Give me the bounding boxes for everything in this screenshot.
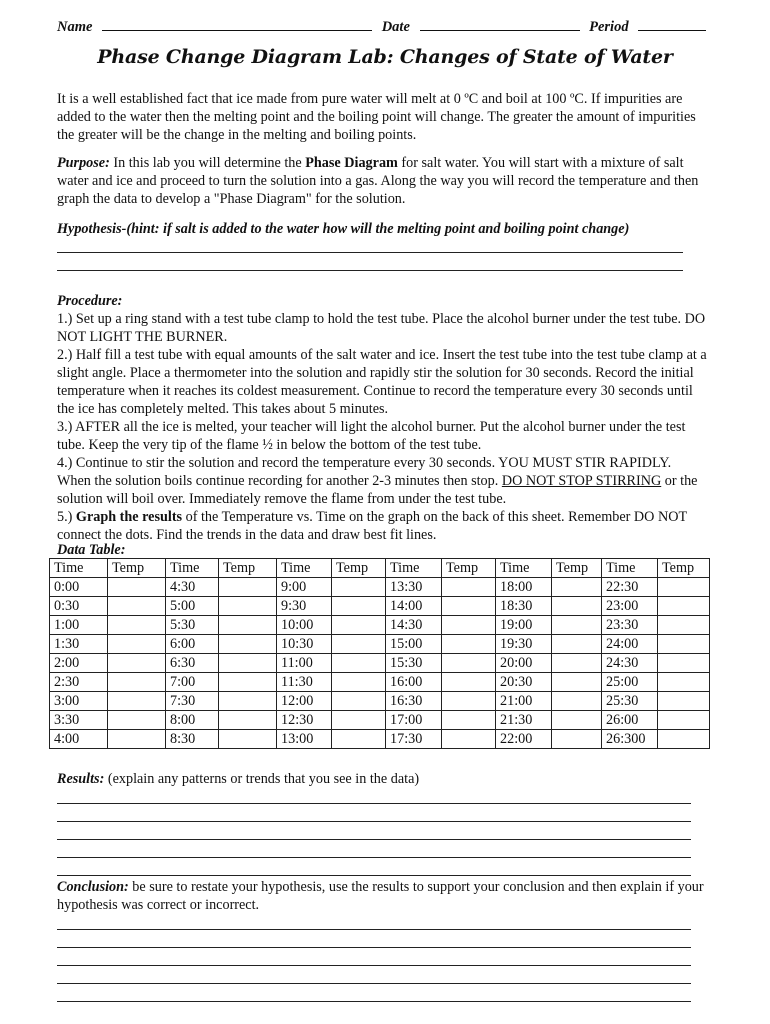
time-cell: 20:00 [496, 654, 552, 673]
time-cell: 26:300 [602, 730, 658, 749]
name-label: Name [57, 19, 93, 35]
time-cell: 13:30 [386, 578, 442, 597]
temp-cell[interactable] [552, 673, 602, 692]
temp-cell[interactable] [658, 711, 710, 730]
temp-column-header: Temp [219, 559, 277, 578]
time-cell: 11:30 [277, 673, 332, 692]
conclusion-section [57, 878, 707, 914]
time-cell: 1:00 [50, 616, 108, 635]
temp-cell[interactable] [658, 578, 710, 597]
temp-cell[interactable] [219, 654, 277, 673]
step-4-underlined: DO NOT STOP STIRRING [501, 473, 662, 489]
time-column-header: Time [277, 559, 332, 578]
table-row [50, 597, 710, 616]
temp-cell[interactable] [332, 654, 386, 673]
period-label: Period [589, 19, 629, 35]
data-table-label: Data Table: [57, 542, 126, 558]
temp-cell[interactable] [108, 730, 166, 749]
temp-cell[interactable] [108, 597, 166, 616]
time-cell: 23:30 [602, 616, 658, 635]
table-row [50, 692, 710, 711]
procedure-step-4 [57, 454, 707, 508]
purpose-text-before: In this lab you will determine the [109, 155, 306, 171]
time-cell: 17:30 [386, 730, 442, 749]
time-cell: 21:00 [496, 692, 552, 711]
table-row [50, 635, 710, 654]
temp-cell[interactable] [108, 635, 166, 654]
temp-cell[interactable] [219, 711, 277, 730]
temp-cell[interactable] [552, 654, 602, 673]
time-cell: 8:00 [166, 711, 219, 730]
temp-cell[interactable] [442, 692, 496, 711]
time-cell: 16:30 [386, 692, 442, 711]
time-cell: 12:30 [277, 711, 332, 730]
time-cell: 26:00 [602, 711, 658, 730]
temp-cell[interactable] [658, 616, 710, 635]
time-cell: 6:00 [166, 635, 219, 654]
period-blank[interactable] [638, 17, 706, 31]
temp-cell[interactable] [219, 692, 277, 711]
temp-cell[interactable] [219, 597, 277, 616]
results-line-2[interactable] [57, 821, 691, 822]
time-cell: 3:00 [50, 692, 108, 711]
temp-cell[interactable] [332, 692, 386, 711]
data-table [49, 558, 710, 749]
temp-column-header: Temp [442, 559, 496, 578]
temp-cell[interactable] [442, 673, 496, 692]
time-cell: 23:00 [602, 597, 658, 616]
procedure-label: Procedure: [57, 293, 123, 309]
temp-cell[interactable] [552, 597, 602, 616]
temp-cell[interactable] [658, 692, 710, 711]
purpose-label: Purpose: [57, 155, 110, 171]
time-cell: 5:00 [166, 597, 219, 616]
temp-cell[interactable] [658, 654, 710, 673]
temp-cell[interactable] [552, 692, 602, 711]
time-cell: 7:30 [166, 692, 219, 711]
temp-cell[interactable] [108, 578, 166, 597]
time-cell: 15:00 [386, 635, 442, 654]
time-cell: 14:00 [386, 597, 442, 616]
table-row [50, 711, 710, 730]
procedure-step-3: 3.) AFTER all the ice is melted, your teacher will light the alcohol burner. Put the alcohol burner under the test tube. Keep the very tip of the flame ½ in below the bottom of the test tube. [57, 419, 686, 453]
time-cell: 25:00 [602, 673, 658, 692]
table-row [50, 673, 710, 692]
temp-cell[interactable] [442, 635, 496, 654]
date-blank[interactable] [420, 17, 580, 31]
conclusion-line-3[interactable] [57, 965, 691, 966]
results-label: Results: [57, 771, 105, 787]
conclusion-label: Conclusion: [57, 879, 129, 895]
table-row [50, 578, 710, 597]
temp-cell[interactable] [442, 654, 496, 673]
time-cell: 9:00 [277, 578, 332, 597]
temp-cell[interactable] [332, 597, 386, 616]
temp-cell[interactable] [332, 673, 386, 692]
temp-cell[interactable] [658, 597, 710, 616]
purpose-bold-term: Phase Diagram [305, 155, 398, 171]
temp-column-header: Temp [552, 559, 602, 578]
conclusion-line-5[interactable] [57, 1001, 691, 1002]
time-column-header: Time [496, 559, 552, 578]
temp-cell[interactable] [552, 711, 602, 730]
time-cell: 9:30 [277, 597, 332, 616]
time-cell: 13:00 [277, 730, 332, 749]
time-cell: 8:30 [166, 730, 219, 749]
time-cell: 17:00 [386, 711, 442, 730]
time-cell: 18:00 [496, 578, 552, 597]
step-4-text-a: 4.) Continue to stir the solution and record the temperature every 30 seconds. YOU MUST STIR RAPIDLY. When the solution boils continue recording for another 2-3 minutes then stop. [57, 455, 672, 489]
time-cell: 25:30 [602, 692, 658, 711]
temp-cell[interactable] [332, 635, 386, 654]
temp-cell[interactable] [219, 730, 277, 749]
results-section [57, 770, 707, 788]
time-cell: 4:30 [166, 578, 219, 597]
page-title: Phase Change Diagram Lab: Changes of State of Water [97, 46, 673, 68]
temp-cell[interactable] [658, 635, 710, 654]
temp-column-header: Temp [332, 559, 386, 578]
temp-cell[interactable] [219, 673, 277, 692]
time-column-header: Time [166, 559, 219, 578]
time-cell: 14:30 [386, 616, 442, 635]
temp-cell[interactable] [108, 673, 166, 692]
conclusion-line-4[interactable] [57, 983, 691, 984]
time-cell: 19:00 [496, 616, 552, 635]
time-cell: 19:30 [496, 635, 552, 654]
hypothesis-label: Hypothesis-(hint: if salt is added to the water how will the melting point and boiling point change) [57, 221, 630, 237]
results-line-1[interactable] [57, 803, 691, 804]
hypothesis-line-2[interactable] [57, 270, 683, 271]
step-5-text-a: 5.) [57, 509, 76, 525]
time-cell: 5:30 [166, 616, 219, 635]
table-header-row [50, 559, 710, 578]
time-column-header: Time [386, 559, 442, 578]
temp-cell[interactable] [552, 730, 602, 749]
intro-paragraph: It is a well established fact that ice made from pure water will melt at 0 ºC and boil at 100 ºC. If impurities are added to the water then the melting point and the boiling point will change. The greater the amount of impurities the greater will be the change in the melting and boiling points. [57, 91, 696, 143]
temp-cell[interactable] [332, 730, 386, 749]
temp-cell[interactable] [658, 673, 710, 692]
temp-cell[interactable] [108, 654, 166, 673]
temp-cell[interactable] [442, 711, 496, 730]
time-column-header: Time [50, 559, 108, 578]
time-cell: 4:00 [50, 730, 108, 749]
time-cell: 16:00 [386, 673, 442, 692]
table-row [50, 654, 710, 673]
header-row [57, 17, 697, 36]
temp-cell[interactable] [552, 635, 602, 654]
temp-cell[interactable] [442, 730, 496, 749]
temp-column-header: Temp [658, 559, 710, 578]
time-cell: 2:00 [50, 654, 108, 673]
temp-column-header: Temp [108, 559, 166, 578]
time-cell: 18:30 [496, 597, 552, 616]
procedure-step-5 [57, 508, 707, 544]
time-cell: 12:00 [277, 692, 332, 711]
time-cell: 24:30 [602, 654, 658, 673]
temp-cell[interactable] [332, 578, 386, 597]
time-cell: 20:30 [496, 673, 552, 692]
table-row [50, 616, 710, 635]
date-label: Date [381, 19, 410, 35]
temp-cell[interactable] [332, 616, 386, 635]
temp-cell[interactable] [108, 616, 166, 635]
procedure-step-1: 1.) Set up a ring stand with a test tube clamp to hold the test tube. Place the alcohol burner under the test tube. DO NOT LIGHT THE BURNER. [57, 311, 706, 345]
time-cell: 24:00 [602, 635, 658, 654]
time-cell: 10:00 [277, 616, 332, 635]
temp-cell[interactable] [219, 635, 277, 654]
temp-cell[interactable] [658, 730, 710, 749]
time-cell: 21:30 [496, 711, 552, 730]
time-cell: 0:00 [50, 578, 108, 597]
temp-cell[interactable] [442, 578, 496, 597]
procedure-steps [57, 310, 707, 544]
hypothesis-line-1[interactable] [57, 252, 683, 253]
results-text: (explain any patterns or trends that you see in the data) [104, 771, 420, 787]
time-cell: 10:30 [277, 635, 332, 654]
temp-cell[interactable] [332, 711, 386, 730]
conclusion-line-2[interactable] [57, 947, 691, 948]
table-row [50, 730, 710, 749]
purpose-text-after: for salt water. You will start with a mixture of salt water and ice and proceed to turn the solution into a gas. Along the way you will record the temperature and then graph the data to develop a "Phase Diagram" for the solution. [57, 155, 699, 207]
results-line-4[interactable] [57, 857, 691, 858]
temp-cell[interactable] [442, 597, 496, 616]
temp-cell[interactable] [219, 616, 277, 635]
step-5-text-b: of the Temperature vs. Time on the graph on the back of this sheet. Remember DO NOT connect the dots. Find the trends in the data and draw best fit lines. [57, 509, 687, 543]
time-cell: 15:30 [386, 654, 442, 673]
procedure-step-2: 2.) Half fill a test tube with equal amounts of the salt water and ice. Insert the test tube into the test tube clamp at a slight angle. Place a thermometer into the solution and rapidly stir the solution for 30 seconds. Record the initial temperature when it reaches its coldest measurement. Continue to record the temperature every 30 seconds until the ice has completely melted. This takes about 5 minutes. [57, 347, 707, 417]
temp-cell[interactable] [552, 578, 602, 597]
purpose-paragraph [57, 154, 707, 208]
conclusion-line-1[interactable] [57, 929, 691, 930]
time-cell: 3:30 [50, 711, 108, 730]
step-5-bold: Graph the results [75, 509, 183, 525]
time-cell: 0:30 [50, 597, 108, 616]
time-cell: 11:00 [277, 654, 332, 673]
results-line-5[interactable] [57, 875, 691, 876]
results-line-3[interactable] [57, 839, 691, 840]
temp-cell[interactable] [442, 616, 496, 635]
time-cell: 7:00 [166, 673, 219, 692]
temp-cell[interactable] [108, 711, 166, 730]
temp-cell[interactable] [108, 692, 166, 711]
time-cell: 1:30 [50, 635, 108, 654]
time-cell: 22:00 [496, 730, 552, 749]
temp-cell[interactable] [219, 578, 277, 597]
time-cell: 6:30 [166, 654, 219, 673]
step-4-text-b: or the solution will boil over. Immediately remove the flame from under the test tube. [57, 473, 698, 507]
table-body [50, 578, 710, 749]
name-blank[interactable] [102, 17, 372, 31]
conclusion-text: be sure to restate your hypothesis, use the results to support your conclusion and then explain if your hypothesis was correct or incorrect. [57, 879, 704, 913]
temp-cell[interactable] [552, 616, 602, 635]
time-cell: 22:30 [602, 578, 658, 597]
time-cell: 2:30 [50, 673, 108, 692]
time-column-header: Time [602, 559, 658, 578]
